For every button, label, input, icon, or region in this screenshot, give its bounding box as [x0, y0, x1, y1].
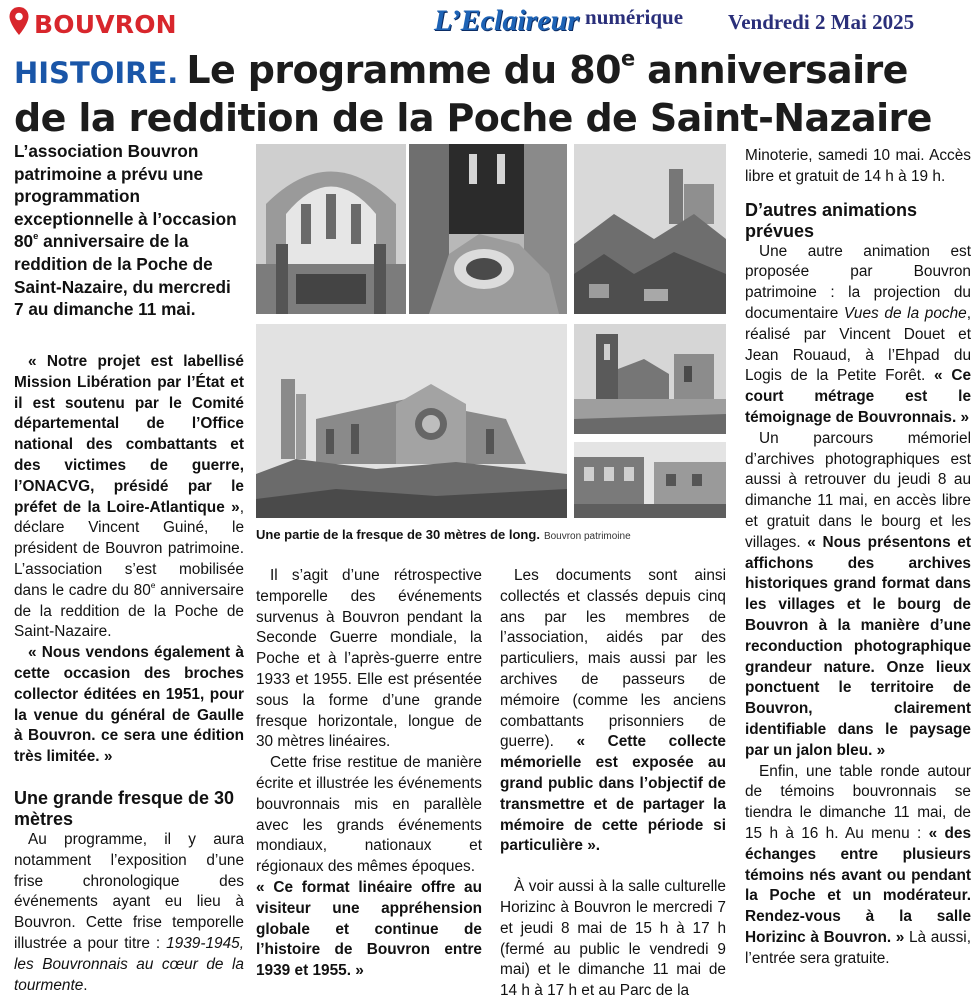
headline-line1 — [186, 48, 907, 92]
publication-date: Vendredi 2 Mai 2025 — [728, 10, 915, 34]
cathedral-exterior-photo — [256, 324, 567, 518]
body-text: anniversaire de la reddition de la Poche de Saint-Nazaire. — [14, 581, 244, 641]
body-paragraph: Cette frise restitue de manière écrite et illustrée les événements bouvronnais mis en parallèle avec les grands événements mondiaux, nationaux et régionaux des mêmes époques. — [256, 754, 482, 876]
quote-text: « Cette collecte mémorielle est exposée au grand public dans l’objectif de transmettre et de partager la mémoire de cette période si particulière ». — [500, 733, 726, 855]
article-column-3 — [500, 566, 726, 1002]
location-label: BOUVRON — [34, 10, 177, 39]
ruined-interior-photo — [409, 144, 567, 314]
exhibition-title: 1939-1945, les Bouvronnais au cœur de la tourmente — [14, 934, 244, 994]
publication-logo — [434, 4, 683, 38]
caption-text: Une partie de la fresque de 30 mètres de long. — [256, 527, 540, 542]
body-paragraph: Il s’agit d’une rétrospective temporelle des événements survenus à Bouvron pendant la Seconde Guerre mondiale, la Poche et à l’après-guerre entre 1933 et 1955. Elle est présentée sous la forme d’une grande fresque horizontale, longue de 30 mètres linéaires. — [256, 567, 482, 751]
body-text: Une autre animation est proposée par Bouvron patrimoine : la projection du documentaire — [745, 242, 971, 322]
documentary-title: Vues de la poche — [843, 304, 967, 322]
body-text: Un parcours mémoriel d’archives photographiques est aussi à retrouver du jeudi 8 au dimanche 11 mai, en accès libre et gratuit dans le bourg et les villages. — [745, 429, 971, 551]
photo-montage — [256, 144, 726, 518]
lead-superscript: e — [33, 231, 39, 243]
location-pin-icon — [8, 6, 30, 36]
subheading: D’autres animations prévues — [745, 199, 918, 241]
photo-credit: Bouvron patrimoine — [543, 531, 631, 542]
headline-text: Le programme du 80 — [186, 48, 621, 92]
section-kicker: HISTOIRE. — [14, 56, 179, 90]
quote-text: « Notre projet est labellisé Mission Libération par l’État et il est soutenu par le Comité départemental de l’Office national des combattants et des victimes de guerre, l’ONACVG, présidé par le préfet de la Loire-Atlantique » — [14, 353, 244, 516]
body-text: Enfin, une table ronde autour de témoins bouvronnais se tiendra le dimanche 11 mai, de 15 h à 16 h. Au menu : — [745, 762, 971, 842]
subheading: Une grande fresque de 30 mètres — [14, 787, 235, 829]
body-text: . — [83, 976, 88, 994]
article-column-4 — [745, 146, 971, 969]
quote-text: « Ce court métrage est le témoignage de Bouvronnais. » — [745, 367, 971, 426]
article-column-1 — [14, 352, 244, 996]
body-text: , réalisé par Vincent Douet et Jean Rouaud, à l’Ehpad du Logis de la Petite Forêt. — [745, 304, 972, 385]
quote-text: « Nous présentons et affichons des archives historiques grand format dans les villages et le bourg de Bouvron à la manière d’une reconduction photographique grandeur nature. Onze lieux ponctuent le territoire de Bouvron, clairement identifiable dans le paysage par un jalon bleu. » — [745, 533, 971, 759]
body-text: Là aussi, l’entrée sera gratuite. — [745, 928, 971, 967]
lead-text: anniversaire de la reddition de la Poche de Saint-Nazaire, du mercredi 7 au dimanche 11 mai. — [14, 231, 231, 320]
quote-paragraph: « Nous vendons également à cette occasion des broches collector éditées en 1951, pour la venue du général de Gaulle à Bouvron. ce sera une édition très limitée. » — [14, 644, 244, 766]
headline-line2: de la reddition de la Poche de Saint-Nazaire — [14, 96, 932, 140]
body-text: Les documents sont ainsi collectés et classés depuis cinq ans par les membres de l’association, aidés par des particuliers, mais aussi par les archives de passeurs de mémoire (comme les anciens combattants prisonniers de guerre). — [500, 567, 726, 751]
photo-caption — [256, 527, 726, 542]
town-ruins-photo — [574, 144, 726, 314]
street-photo — [574, 442, 726, 518]
church-ruins-photo — [574, 324, 726, 434]
lead-text: L’association Bouvron patrimoine a prévu une programmation exceptionnelle à l’occasion 80 — [14, 141, 237, 252]
article-headline — [14, 48, 974, 141]
publication-name: L’Eclaireur — [434, 4, 580, 37]
publication-subtitle: numérique — [585, 5, 684, 29]
body-text: , déclare Vincent Guiné, le président de Bouvron patrimoine. L’association s’est mobilisée dans le cadre du 80 — [14, 498, 244, 599]
church-interior-photo — [256, 144, 406, 314]
article-lead — [14, 140, 244, 321]
headline-superscript: e — [620, 46, 635, 71]
body-text: Au programme, il y aura notamment l’exposition d’une frise chronologique des événements ayant eu lieu à Bouvron. Cette frise temporelle illustrée a pour titre : — [14, 830, 244, 952]
quote-paragraph: « Ce format linéaire offre au visiteur une appréhension globale et continue de l’histoire de Bouvron entre 1939 et 1955. » — [256, 878, 482, 980]
quote-text: « des échanges entre plusieurs témoins nés avant ou pendant la Poche et un modérateur. Rendez-vous à la salle Horizinc à Bouvron. » — [745, 824, 972, 946]
headline-text: anniversaire — [634, 48, 908, 92]
body-superscript: e — [150, 579, 156, 590]
body-paragraph: Minoterie, samedi 10 mai. Accès libre et gratuit de 14 h à 19 h. — [745, 147, 971, 185]
article-column-2 — [256, 566, 482, 982]
body-paragraph: À voir aussi à la salle culturelle Horizinc à Bouvron le mercredi 7 et jeudi 8 mai de 15 h à 17 h (fermé au public le vendredi 9 mai) et le dimanche 11 mai de 14 h à 17 h et au Parc de la — [500, 878, 726, 1000]
